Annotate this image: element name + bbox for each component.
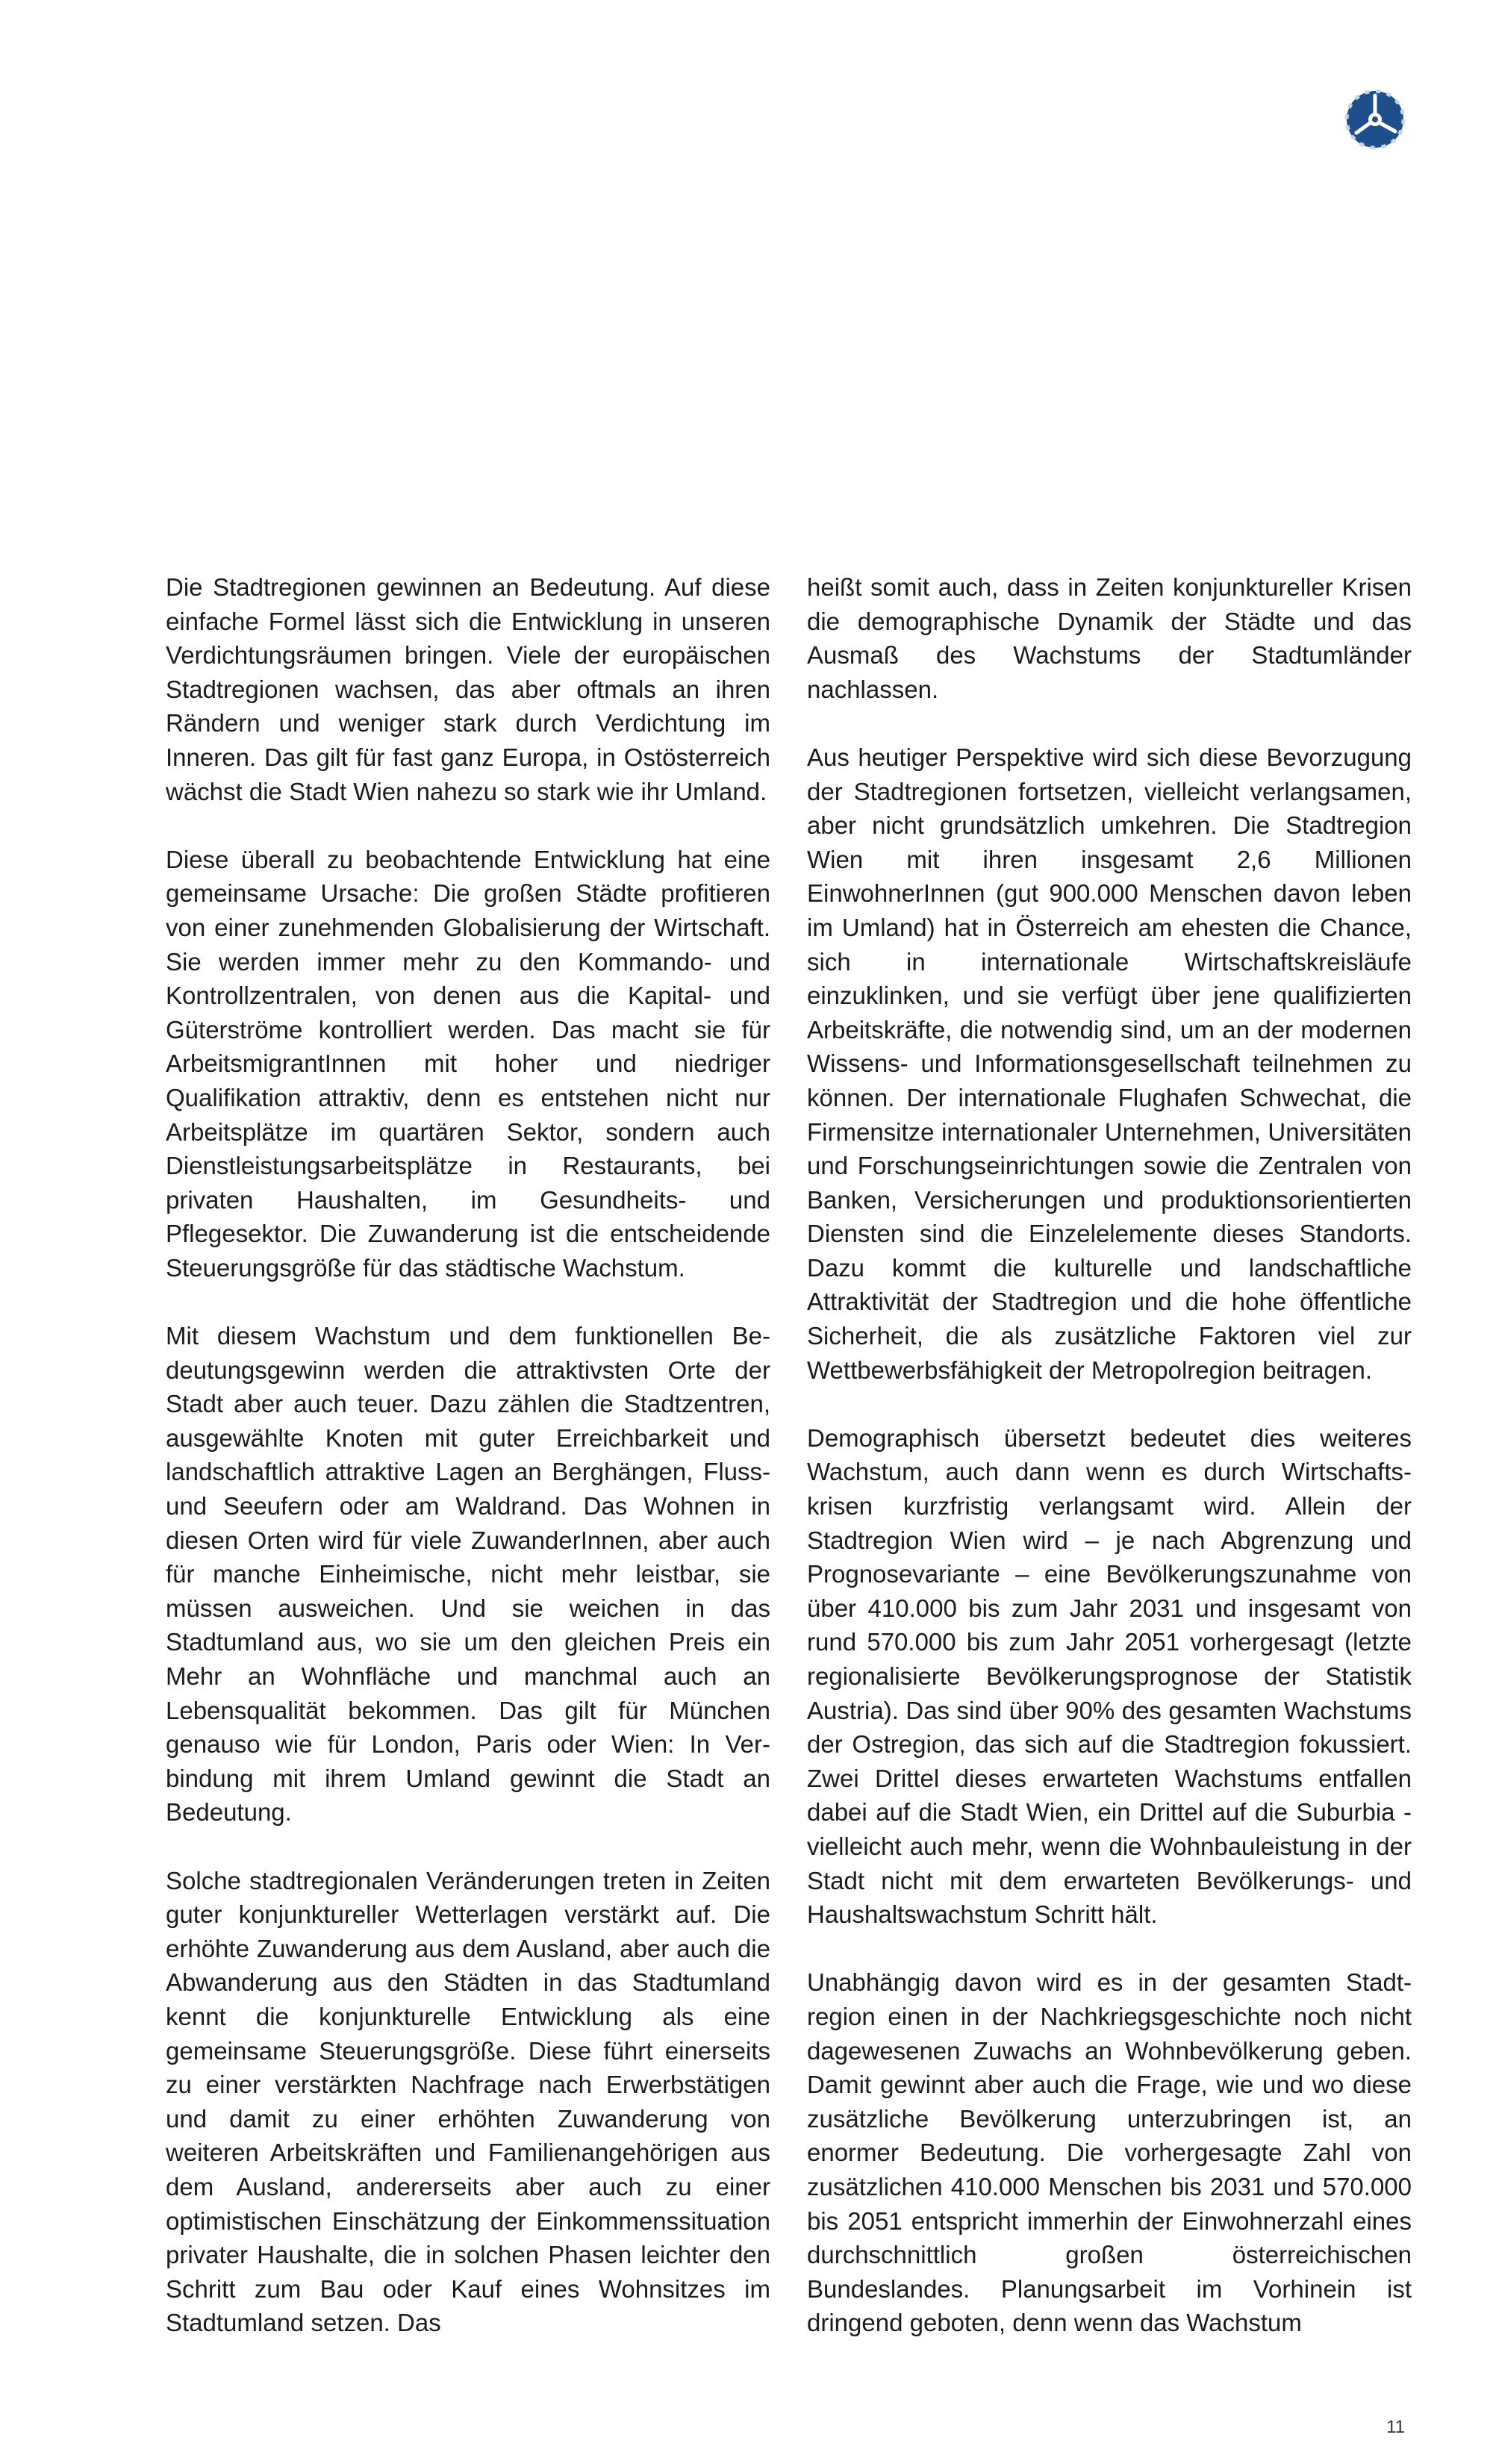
left-text-column	[166, 570, 770, 2340]
left-paragraph-1: Die Stadtregionen gewinnen an Bedeutung. Auf diese einfache Formel lässt sich die Entwicklung in unseren Verdichtungsräumen bringen. Viele der europäischen Stadtregionen wachsen, das aber oftmals an ihren Rändern und weniger stark durch Verdichtung im Inneren. Das gilt für fast ganz Europa, in Ostösterreich wächst die Stadt Wien nahezu so stark wie ihr Umland.	[166, 573, 770, 805]
circular-emblem-icon	[1341, 85, 1409, 154]
right-paragraph-1: heißt somit auch, dass in Zeiten konjunktureller Krisen die demographische Dynamik der Städte und das Ausmaß des Wachstums der Stadtumländer nachlassen.	[807, 573, 1412, 703]
right-paragraph-2: Aus heutiger Perspektive wird sich diese Bevorzugung der Stadtregionen fortsetzen, vielleicht verlangsamen, aber nicht grundsätzlich umkehren. Die Stadtregion Wien mit ihren insgesamt 2,6 Millionen EinwohnerInnen (gut 900.000 Menschen davon leben im Umland) hat in Österreich am ehesten die Chance, sich in internationale Wirtschaftskreisläufe einzuklinken, und sie verfügt über jene qualifizierten Arbeitskräfte, die notwendig sind, um an der modernen Wissens- und Informationsgesellschaft teilnehmen zu können. Der internationale Flughafen Schwechat, die Firmensitze internationaler Unternehmen, Universitäten und Forschungseinrichtungen sowie die Zentralen von Banken, Versicherungen und produktionsorientierten Diensten sind die Einzelelemente dieses Standorts. Dazu kommt die kulturelle und landschaftliche Attraktivität der Stadtregion und die hohe öffentliche Sicherheit, die als zusätzliche Faktoren viel zur Wettbewerbsfähigkeit der Metropolregion beitragen.	[807, 743, 1412, 1384]
right-text-column	[807, 570, 1412, 2340]
right-paragraph-3: Demographisch übersetzt bedeutet dies weiteres Wachstum, auch dann wenn es durch Wirtschaftskrisen kurzfristig verlangsamt wird. Allein der Stadtregion Wien wird – je nach Abgrenzung und Prognosevariante – eine Bevölkerungszunahme von über 410.000 bis zum Jahr 2031 und insgesamt von rund 570.000 bis zum Jahr 2051 vorhergesagt (letzte regionalisierte Bevölkerungsprognose der Statistik Austria). Das sind über 90% des gesamten Wachstums der Ostregion, das sich auf die Stadtregion fokussiert. Zwei Drittel dieses erwarteten Wachstums entfallen dabei auf die Stadt Wien, ein Drittel auf die Suburbia - vielleicht auch mehr, wenn die Wohnbauleistung in der Stadt nicht mit dem erwarteten Bevölkerungs- und Haushaltswachstum Schritt hält.	[807, 1423, 1412, 1929]
left-paragraph-2: Diese überall zu beobachtende Entwicklung hat eine gemeinsame Ursache: Die großen Städte profitieren von einer zunehmenden Globalisierung der Wirtschaft. Sie werden immer mehr zu den Kommando- und Kontrollzentralen, von denen aus die Kapital- und Güterströme kontrolliert werden. Das macht sie für ArbeitsmigrantInnen mit hoher und niedriger Qualifikation attraktiv, denn es entstehen nicht nur Arbeitsplätze im quartären Sektor, sondern auch Dienstleistungsarbeitsplätze in Restaurants, bei privaten Haushalten, im Gesundheits- und Pflegesektor. Die Zuwanderung ist die entscheidende Steuerungsgröße für das städtische Wachstum.	[166, 845, 770, 1282]
left-paragraph-4: Solche stadtregionalen Veränderungen treten in Zeiten guter konjunktureller Wetterlagen verstärkt auf. Die erhöhte Zuwanderung aus dem Ausland, aber auch die Abwanderung aus den Städten in das Stadtumland kennt die konjunkturelle Entwicklung als eine gemeinsame Steuerungsgröße. Diese führt einerseits zu einer verstärkten Nachfrage nach Erwerbstätigen und damit zu einer erhöhten Zuwanderung von weiteren Arbeitskräften und Familienangehörigen aus dem Ausland, andererseits aber auch zu einer optimistischen Einschätzung der Einkommenssituation privater Haushalte, die in solchen Phasen leichter den Schritt zum Bau oder Kauf eines Wohnsitzes im Stadtumland setzen. Das	[166, 1866, 770, 2337]
left-paragraph-3: Mit diesem Wachstum und dem funktionellen Bedeutungsgewinn werden die attraktivsten Orte der Stadt aber auch teuer. Dazu zählen die Stadtzentren, ausgewählte Knoten mit guter Erreichbarkeit und landschaftlich attraktive Lagen an Berghängen, Fluss- und Seeufern oder am Waldrand. Das Wohnen in diesen Orten wird für viele ZuwanderInnen, aber auch für manche Einheimische, nicht mehr leistbar, sie müssen ausweichen. Und sie weichen in das Stadtumland aus, wo sie um den gleichen Preis ein Mehr an Wohnfläche und manchmal auch an Lebensqualität bekommen. Das gilt für München genauso wie für London, Paris oder Wien: In Verbindung mit ihrem Umland gewinnt die Stadt an Bedeutung.	[166, 1322, 770, 1827]
page-number: 11	[1386, 2417, 1405, 2437]
emblem-center-dot	[1372, 116, 1378, 122]
right-paragraph-4: Unabhängig davon wird es in der gesamten Stadtregion einen in der Nachkriegsgeschichte noch nicht dagewesenen Zuwachs an Wohnbevölkerung geben. Damit gewinnt aber auch die Frage, wie und wo diese zusätzliche Bevölkerung unterzubringen ist, an enormer Bedeutung. Die vorhergesagte Zahl von zusätzlichen 410.000 Menschen bis 2031 und 570.000 bis 2051 entspricht immerhin der Einwohnerzahl eines durchschnittlich großen österreichischen Bundeslandes. Planungsarbeit im Vorhinein ist dringend geboten, denn wenn das Wachstum	[807, 1968, 1412, 2337]
emblem-graphic	[1341, 85, 1409, 154]
